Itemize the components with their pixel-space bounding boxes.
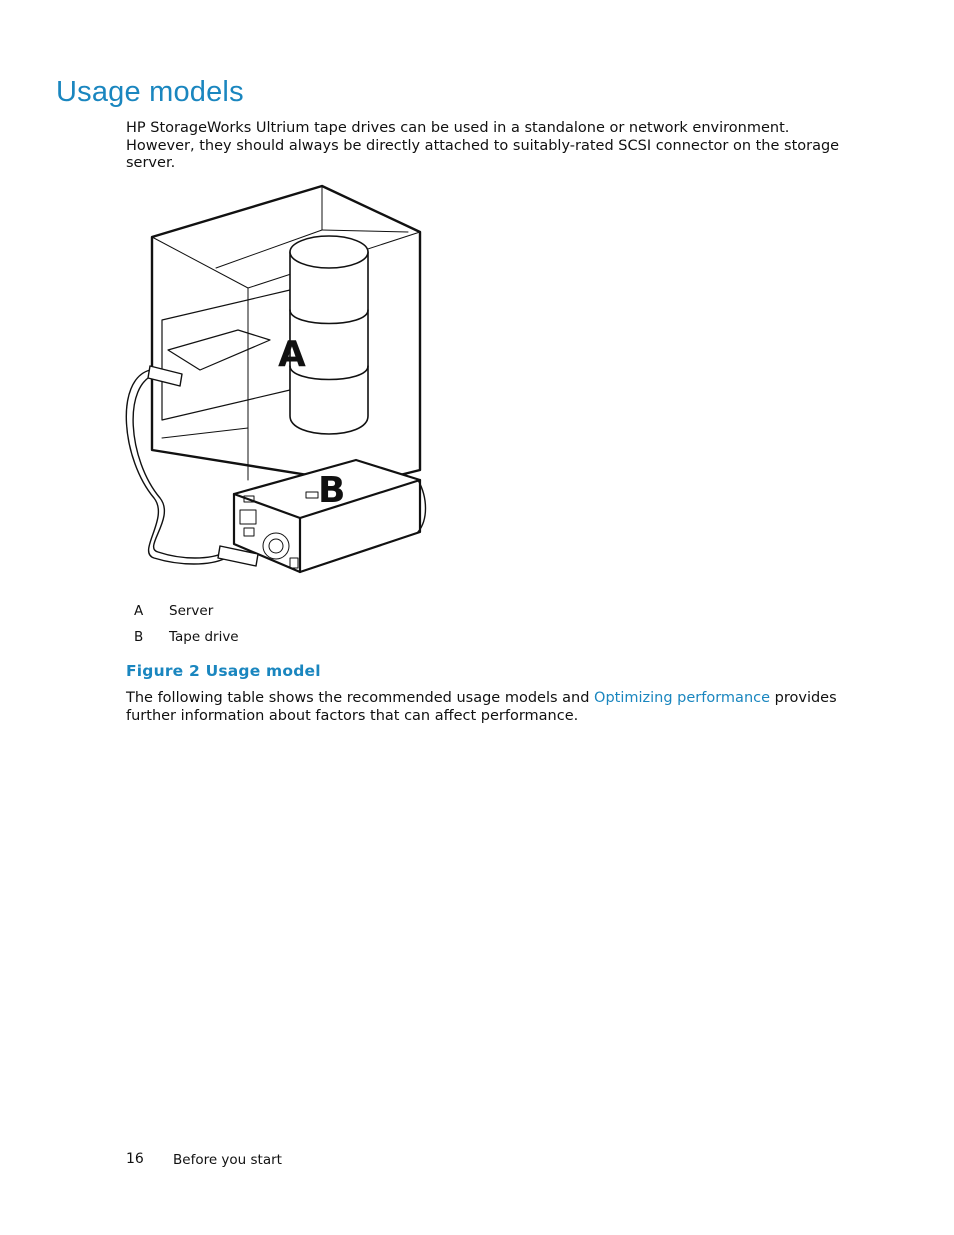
legend-item-tape-drive bbox=[134, 629, 239, 645]
intro-paragraph: HP StorageWorks Ultrium tape drives can be used in a standalone or network environment. However, they should always be directly attached to suitably-rated SCSI connector on the storage server. bbox=[126, 120, 840, 171]
label-a: A bbox=[278, 334, 306, 375]
optimizing-performance-link[interactable]: Optimizing performance bbox=[594, 690, 771, 706]
label-b: B bbox=[318, 470, 346, 511]
legend-text: Server bbox=[169, 603, 214, 619]
section-name: Before you start bbox=[173, 1152, 282, 1168]
legend-item-server bbox=[134, 603, 213, 619]
figure-caption: Figure 2 Usage model bbox=[126, 662, 321, 680]
body-text: The following table shows the recommended usage models and bbox=[126, 690, 595, 706]
page-footer bbox=[126, 1151, 282, 1168]
body-paragraph bbox=[126, 690, 841, 725]
usage-model-illustration bbox=[110, 180, 440, 590]
page-number: 16 bbox=[126, 1151, 144, 1167]
legend-text: Tape drive bbox=[169, 629, 239, 645]
legend-key: B bbox=[134, 629, 144, 645]
page-title: Usage models bbox=[56, 76, 244, 108]
legend-key: A bbox=[134, 603, 144, 619]
body-text-continued: provides further information about factors that can affect performance. bbox=[126, 690, 837, 724]
